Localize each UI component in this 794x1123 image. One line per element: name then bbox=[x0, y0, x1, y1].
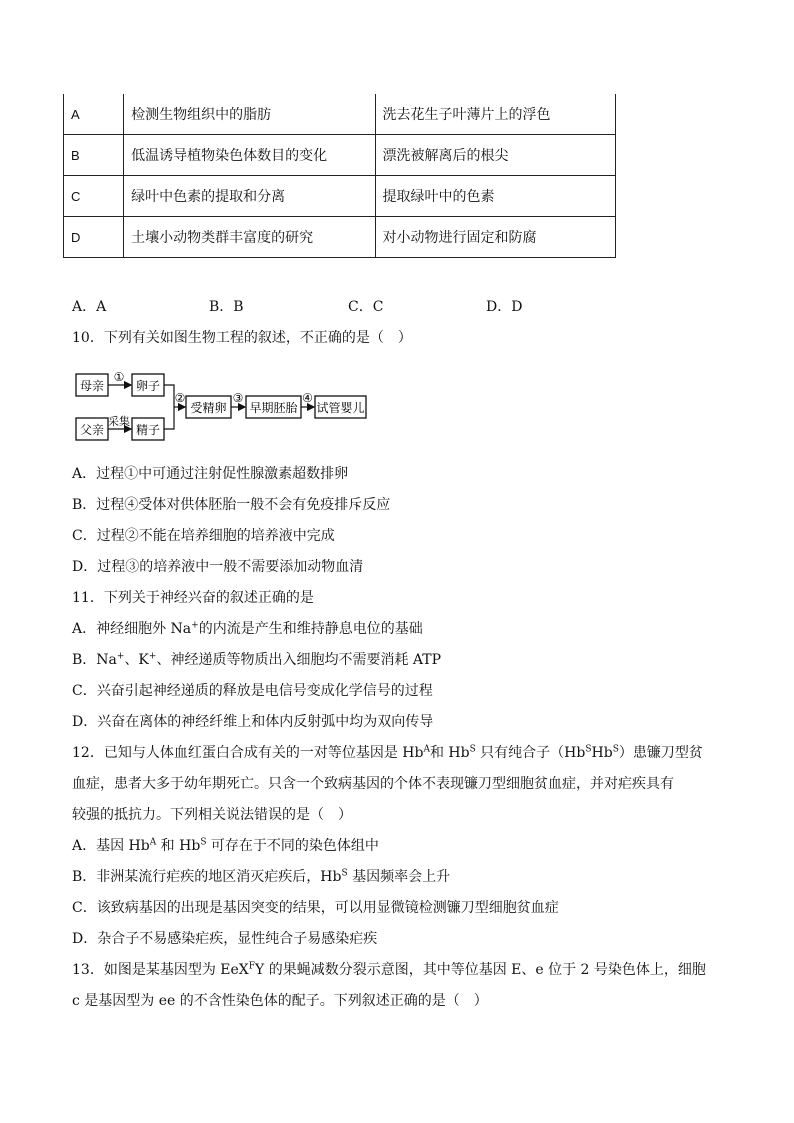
merge-bracket bbox=[164, 385, 174, 429]
q10-option-a[interactable]: A．过程①中可通过注射促性腺激素超数排卵 bbox=[72, 466, 349, 482]
mother-label: 母亲 bbox=[79, 379, 105, 393]
q12-a-text: 和 Hb bbox=[156, 838, 201, 854]
superscript: F bbox=[248, 961, 255, 972]
row-label: B bbox=[64, 135, 124, 176]
q9-option-a[interactable]: A．A bbox=[72, 299, 107, 315]
ivf-flow-diagram bbox=[70, 365, 370, 447]
q11-option-a[interactable] bbox=[72, 620, 423, 638]
superscript: + bbox=[148, 651, 157, 662]
q11-b-text: 、神经递质等物质出入细胞均不需要消耗 ATP bbox=[156, 652, 442, 668]
experiment-cell: 绿叶中色素的提取和分离 bbox=[124, 176, 375, 217]
purpose-cell: 洗去花生子叶薄片上的浮色 bbox=[375, 94, 615, 135]
purpose-cell: 提取绿叶中的色素 bbox=[375, 176, 615, 217]
father-label: 父亲 bbox=[79, 423, 105, 437]
step4-marker: ④ bbox=[302, 391, 313, 405]
q11-option-c[interactable]: C．兴奋引起神经递质的释放是电信号变成化学信号的过程 bbox=[72, 683, 433, 699]
experiment-cell: 检测生物组织中的脂肪 bbox=[124, 94, 375, 135]
q13-text: 13．如图是某基因型为 EeX bbox=[72, 962, 249, 978]
superscript: S bbox=[200, 837, 207, 848]
egg-label: 卵子 bbox=[135, 379, 161, 393]
table-row bbox=[64, 176, 616, 217]
q10-option-d[interactable]: D．过程③的培养液中一般不需要添加动物血清 bbox=[72, 559, 364, 575]
zygote-label: 受精卵 bbox=[190, 401, 227, 415]
table-row bbox=[64, 94, 616, 135]
experiment-cell: 低温诱导植物染色体数目的变化 bbox=[124, 135, 375, 176]
step1-marker: ① bbox=[113, 370, 125, 384]
q10-option-b[interactable]: B．过程④受体对供体胚胎一般不会有免疫排斥反应 bbox=[72, 497, 391, 513]
superscript: A bbox=[423, 744, 430, 755]
q12-text: 和 Hb bbox=[429, 745, 470, 761]
q12-text: 只有纯合子（Hb bbox=[475, 745, 586, 761]
table-row bbox=[64, 217, 616, 258]
q11-stem: 11．下列关于神经兴奋的叙述正确的是 bbox=[72, 590, 314, 606]
superscript: + bbox=[116, 651, 125, 662]
superscript: S bbox=[469, 744, 476, 755]
q12-stem-line2: 血症，患者大多于幼年期死亡。只含一个致病基因的个体不表现镰刀型细胞贫血症，并对疟疾具有 bbox=[72, 776, 674, 792]
q11-a-text: A．神经细胞外 Na bbox=[72, 621, 192, 637]
q11-a-text: 的内流是产生和维持静息电位的基础 bbox=[198, 621, 423, 637]
q11-option-b[interactable] bbox=[72, 651, 441, 669]
superscript: S bbox=[341, 868, 348, 879]
q13-text: Y 的果蝇减数分裂示意图，其中等位基因 E、e 位于 2 号染色体上，细胞 bbox=[255, 962, 706, 978]
sperm-label: 精子 bbox=[135, 423, 161, 437]
q9-options bbox=[72, 298, 672, 316]
q9-option-d[interactable]: D．D bbox=[486, 299, 523, 315]
purpose-cell: 对小动物进行固定和防腐 bbox=[375, 217, 615, 258]
q12-a-text: 可存在于不同的染色体组中 bbox=[206, 838, 379, 854]
collect-label: 采集 bbox=[108, 415, 130, 428]
row-label: D bbox=[64, 217, 124, 258]
q12-option-d[interactable]: D．杂合子不易感染疟疾，显性纯合子易感染疟疾 bbox=[72, 931, 378, 947]
step3-marker: ③ bbox=[232, 391, 244, 405]
q12-a-text: A．基因 Hb bbox=[72, 838, 150, 854]
purpose-cell: 漂洗被解离后的根尖 bbox=[375, 135, 615, 176]
superscript: S bbox=[612, 744, 619, 755]
q13-stem-line1 bbox=[72, 961, 706, 979]
q10-option-c[interactable]: C．过程②不能在培养细胞的培养液中完成 bbox=[72, 528, 335, 544]
q12-text: Hb bbox=[591, 745, 613, 761]
row-label: C bbox=[64, 176, 124, 217]
q12-option-c[interactable]: C．该致病基因的出现是基因突变的结果，可以用显微镜检测镰刀型细胞贫血症 bbox=[72, 900, 559, 916]
q11-option-d[interactable]: D．兴奋在离体的神经纤维上和体内反射弧中均为双向传导 bbox=[72, 714, 434, 730]
q12-option-a[interactable] bbox=[72, 837, 379, 855]
experiment-cell: 土壤小动物类群丰富度的研究 bbox=[124, 217, 375, 258]
q10-stem: 10．下列有关如图生物工程的叙述，不正确的是（ ） bbox=[72, 330, 412, 346]
q12-option-b[interactable] bbox=[72, 868, 450, 886]
q12-stem-line3: 较强的抵抗力。下列相关说法错误的是（ ） bbox=[72, 807, 352, 823]
superscript: A bbox=[149, 837, 157, 848]
row-label: A bbox=[64, 94, 124, 135]
q9-option-c[interactable]: C．C bbox=[348, 299, 384, 315]
superscript: + bbox=[191, 620, 199, 631]
table-row bbox=[64, 135, 616, 176]
baby-label: 试管婴儿 bbox=[316, 401, 365, 415]
q12-b-text: B．非洲某流行疟疾的地区消灭疟疾后，Hb bbox=[72, 869, 342, 885]
q12-text: ）患镰刀型贫 bbox=[618, 745, 703, 761]
embryo-label: 早期胚胎 bbox=[249, 401, 298, 415]
q11-b-text: B．Na bbox=[72, 652, 117, 668]
q13-stem-line2: c 是基因型为 ee 的不含性染色体的配子。下列叙述正确的是（ ） bbox=[72, 993, 488, 1009]
q9-option-b[interactable]: B．B bbox=[209, 299, 244, 315]
q12-text: 12．已知与人体血红蛋白合成有关的一对等位基因是 Hb bbox=[72, 745, 424, 761]
superscript: S bbox=[585, 744, 592, 755]
q11-b-text: 、K bbox=[124, 652, 149, 668]
step2-marker: ② bbox=[174, 391, 186, 405]
q12-b-text: 基因频率会上升 bbox=[347, 869, 451, 885]
experiment-table bbox=[63, 94, 616, 258]
q12-stem-line1 bbox=[72, 744, 703, 762]
